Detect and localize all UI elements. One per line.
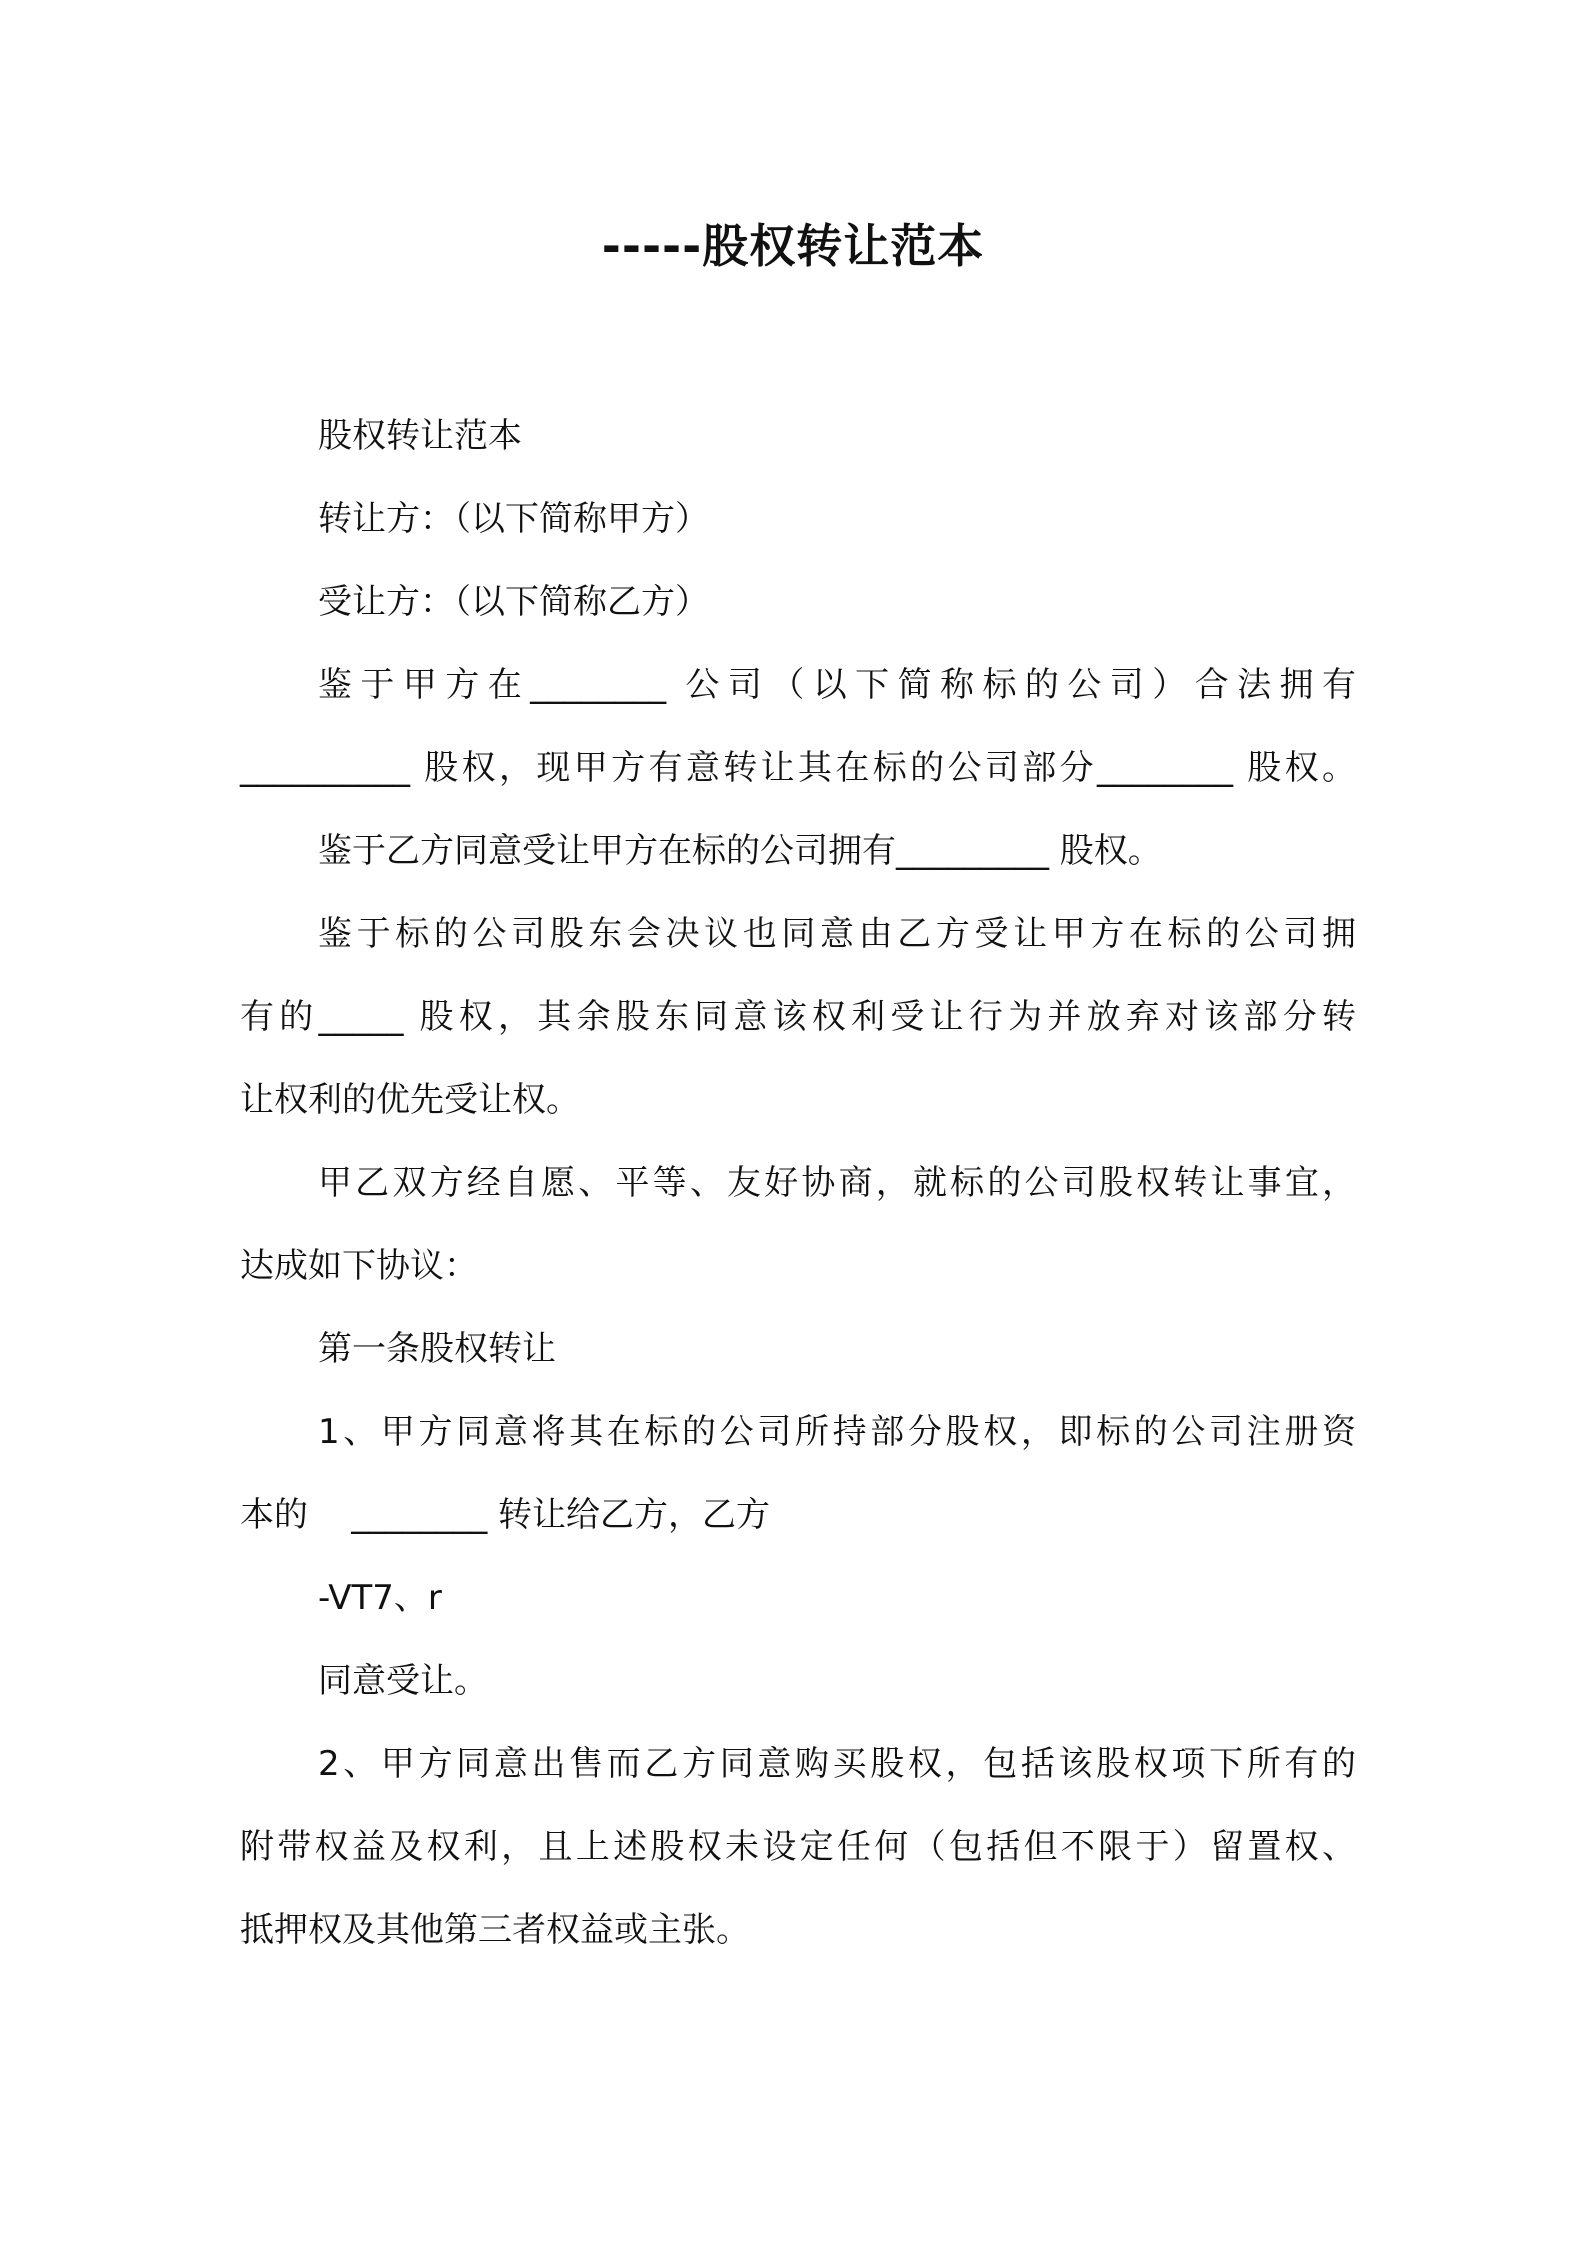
paragraph-line: __________ 股权，现甲方有意转让其在标的公司部分________ 股权。 xyxy=(240,748,1356,788)
paragraph-line: 让权利的优先受让权。 xyxy=(240,1080,580,1120)
document-title: -----股权转让范本 xyxy=(601,219,985,273)
paragraph-line: 1、甲方同意将其在标的公司所持部分股权，即标的公司注册资 xyxy=(318,1412,1356,1452)
paragraph-line: 鉴于乙方同意受让甲方在标的公司拥有_________ 股权。 xyxy=(318,831,1162,871)
section-heading: 第一条股权转让 xyxy=(318,1329,556,1369)
paragraph-line: 受让方：（以下简称乙方） xyxy=(318,582,709,622)
paragraph-line: 甲乙双方经自愿、平等、友好协商，就标的公司股权转让事宜， xyxy=(318,1163,1356,1203)
paragraph-line: 达成如下协议： xyxy=(240,1246,478,1286)
paragraph-line: 附带权益及权利，且上述股权未设定任何（包括但不限于）留置权、 xyxy=(240,1827,1356,1867)
paragraph-line: 转让方：（以下简称甲方） xyxy=(318,499,709,539)
paragraph-line: 抵押权及其他第三者权益或主张。 xyxy=(240,1910,750,1950)
paragraph-line: 2、甲方同意出售而乙方同意购买股权，包括该股权项下所有的 xyxy=(318,1744,1356,1784)
paragraph-line: 本的 ________ 转让给乙方，乙方 xyxy=(240,1495,771,1535)
paragraph-line: -VT7、r xyxy=(318,1578,442,1618)
paragraph-line: 股权转让范本 xyxy=(318,416,522,456)
paragraph-line: 同意受让。 xyxy=(318,1661,488,1701)
paragraph-line: 有的_____ 股权，其余股东同意该权利受让行为并放弃对该部分转 xyxy=(240,997,1356,1037)
paragraph-line: 鉴于甲方在________ 公司（以下简称标的公司）合法拥有 xyxy=(318,665,1356,705)
paragraph-line: 鉴于标的公司股东会决议也同意由乙方受让甲方在标的公司拥 xyxy=(318,914,1356,954)
